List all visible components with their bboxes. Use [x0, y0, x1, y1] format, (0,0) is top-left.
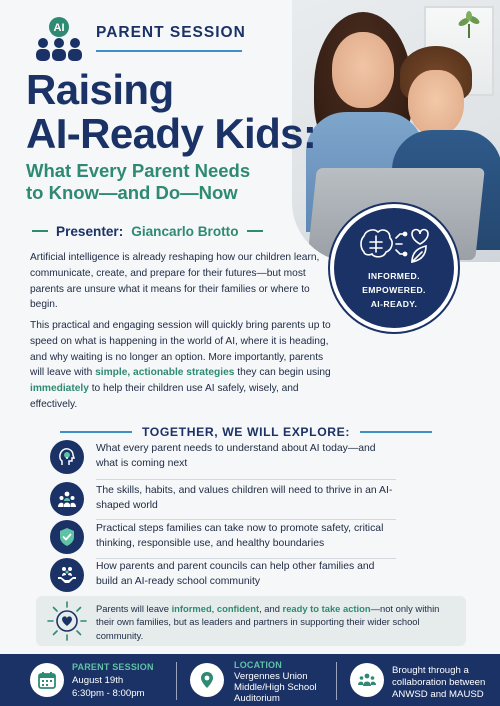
footer-bar — [0, 654, 500, 706]
page-subtitle — [26, 160, 316, 204]
explore-item-4 — [50, 558, 450, 594]
subtitle-line-1: What Every Parent Needs — [26, 160, 251, 181]
presenter-label: Presenter: — [56, 223, 124, 239]
explore-heading: TOGETHER, WE WILL EXPLORE: — [60, 424, 432, 440]
informed-empowered-badge — [330, 204, 458, 332]
badge-line-3: AI-READY. — [370, 299, 418, 309]
explore-item-2 — [50, 482, 450, 518]
title-line-2: AI-Ready Kids: — [26, 110, 317, 157]
closing-box — [36, 596, 466, 646]
explore-item-text: Practical steps families can take now to promote safety, critical thinking, responsible use, and healthy boundaries — [96, 523, 384, 550]
title-line-1: Raising — [26, 66, 174, 113]
explore-item-3 — [50, 520, 450, 556]
badge-line-2: EMPOWERED. — [362, 285, 426, 295]
footer-location-line-3: Auditorium — [234, 693, 280, 704]
location-pin-icon — [190, 663, 224, 697]
heart-burst-icon — [46, 600, 88, 642]
shield-check-icon — [50, 520, 84, 554]
community-group-icon — [350, 663, 384, 697]
highlight-immediately: immediately — [30, 383, 89, 395]
intro-paragraph-2: This practical and engaging session will quickly bring parents up to speed on what is happening in the world of AI, where it is heading, and why waiting is no longer an option. More importantly, parents will leave with simple, actionable strategies they can begin using immediately to help their children use AI safely, wisely, and effectively. — [30, 320, 331, 410]
svg-text:AI: AI — [53, 22, 65, 34]
session-rule — [96, 50, 242, 52]
explore-item-text: How parents and parent councils can help other families and build an AI-ready school community — [96, 561, 375, 588]
lightbulb-head-icon — [50, 440, 84, 474]
presenter-dash-right — [247, 230, 263, 232]
highlight-ready-to-take-action: ready to take action — [282, 603, 371, 614]
explore-item-text: What every parent needs to understand about AI today—and what is coming next — [96, 443, 376, 470]
group-icon — [50, 482, 84, 516]
explore-item-text: The skills, habits, and values children will need to thrive in an AI-shaped world — [96, 485, 393, 512]
presenter-dash-left — [32, 230, 48, 232]
intro-paragraph-1: Artificial intelligence is already reshaping how our children learn, communicate, create, and prepare for their futures—but most parents are unsure what it means for their families or where to begin. — [30, 252, 320, 311]
badge-line-1: INFORMED. — [368, 271, 420, 281]
family-hands-icon — [50, 558, 84, 592]
footer-session-date: August 19th — [72, 675, 124, 686]
footer-collab-line-2: collaboration between — [392, 677, 486, 688]
calendar-icon — [30, 663, 64, 697]
footer-session-heading: PARENT SESSION — [72, 662, 154, 672]
closing-text: Parents will leave informed, confident, and ready to take action—not only within their own families, but as leaders and partners in supporting their wider school community. — [96, 603, 440, 641]
highlight-informed: informed — [171, 603, 212, 614]
footer-collab-line-1: Brought through a — [392, 665, 469, 676]
footer-collab-line-3: ANWSD and MAUSD — [392, 689, 484, 700]
plant-icon — [456, 10, 482, 40]
ai-brain-icon — [356, 222, 432, 266]
footer-session-time: 6:30pm - 8:00pm — [72, 688, 145, 699]
highlight-confident: confident — [216, 603, 260, 614]
ai-parents-logo — [34, 16, 84, 62]
subtitle-line-2: to Know—and Do—Now — [26, 182, 238, 203]
presenter-name: Giancarlo Brotto — [131, 223, 239, 239]
page-title — [26, 68, 326, 156]
footer-location-line-2: Middle/High School — [234, 682, 317, 693]
session-label: PARENT SESSION — [96, 24, 246, 41]
footer-location-heading: LOCATION — [234, 660, 282, 670]
explore-item-1 — [50, 440, 450, 476]
highlight-actionable-strategies: simple, actionable strategies — [95, 367, 235, 379]
presenter-line — [32, 222, 308, 240]
footer-location-line-1: Vergennes Union — [234, 671, 308, 682]
